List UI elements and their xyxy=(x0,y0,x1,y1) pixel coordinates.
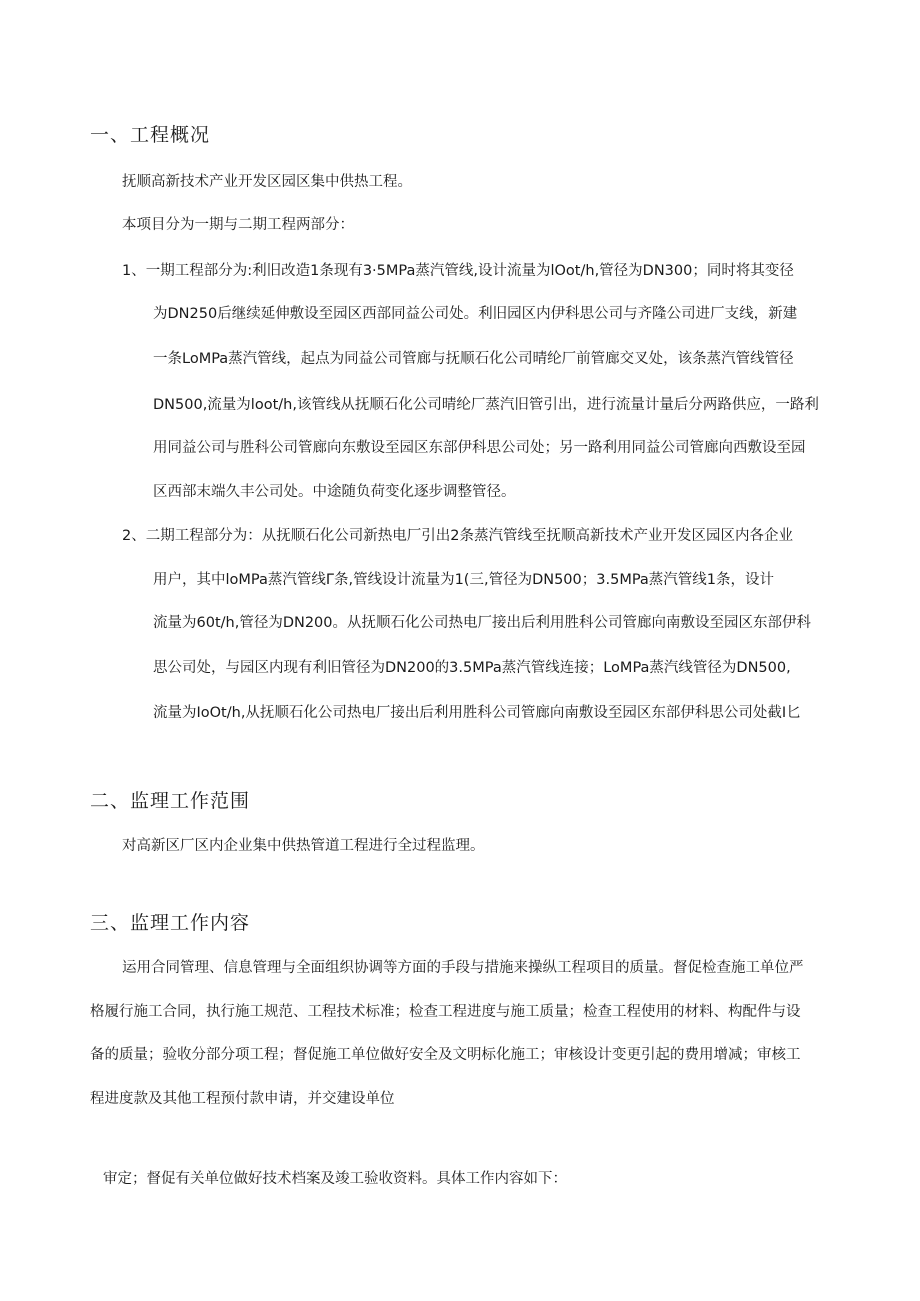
phase-1-line: DN500,流量为loot∕h,该管线从抚顺石化公司晴纶厂蒸汽旧管引出，进行流量计量后分两路供应，一路利 xyxy=(153,397,819,413)
section-1-intro: 抚顺高新技术产业开发区园区集中供热工程。 xyxy=(122,174,412,190)
section-2-text: 对高新区厂区内企业集中供热管道工程进行全过程监理。 xyxy=(122,838,485,854)
phase-2-line: 思公司处，与园区内现有利旧管径为DN200的3.5MPa蒸汽管线连接；LoMPa蒸汽线管径为DN500, xyxy=(153,660,791,676)
section-1-heading: 一、工程概况 xyxy=(90,124,211,146)
section-3-line: 运用合同管理、信息管理与全面组织协调等方面的手段与措施来操纵工程项目的质量。督促检查施工单位严 xyxy=(122,960,804,976)
phase-2-line: 2、二期工程部分为：从抚顺石化公司新热电厂引出2条蒸汽管线至抚顺高新技术产业开发区园区内各企业 xyxy=(122,528,793,544)
phase-2-line: 流量为60t∕h,管径为DN200。从抚顺石化公司热电厂接出后利用胜科公司管廊向南敷设至园区东部伊科 xyxy=(153,615,812,631)
phase-2-line: 流量为IoOt∕h,从抚顺石化公司热电厂接出后利用胜科公司管廊向南敷设至园区东部伊科思公司处截I匕 xyxy=(153,705,801,721)
phase-1-line: 区西部末端久丰公司处。中途随负荷变化逐步调整管径。 xyxy=(153,484,516,500)
phase-1-line: 1、一期工程部分为:利旧改造1条现有3·5MPa蒸汽管线,设计流量为lOot∕h,管径为DN300；同时将其变径 xyxy=(122,263,794,279)
phase-1-line: 用同益公司与胜科公司管廊向东敷设至园区东部伊科思公司处；另一路利用同益公司管廊向西敷设至园 xyxy=(153,440,806,456)
section-3-line: 备的质量；验收分部分项工程；督促施工单位做好安全及文明标化施工；审核设计变更引起的费用增减；审核工 xyxy=(90,1047,801,1063)
section-3-line: 格履行施工合同，执行施工规范、工程技术标准；检查工程进度与施工质量；检查工程使用的材料、构配件与设 xyxy=(90,1004,801,1020)
section-3-heading: 三、监理工作内容 xyxy=(90,912,251,934)
section-1-split: 本项目分为一期与二期工程两部分： xyxy=(122,217,354,233)
phase-1-line: 为DN250后继续延伸敷设至园区西部同益公司处。利旧园区内伊科思公司与齐隆公司进厂支线，新建 xyxy=(153,306,798,322)
section-3-line: 程进度款及其他工程预付款申请，并交建设单位 xyxy=(90,1091,395,1107)
phase-2-line: 用户，其中loMPa蒸汽管线Γ条,管线设计流量为1(三,管径为DN500；3.5MPa蒸汽管线1条，设计 xyxy=(153,572,775,588)
section-3-note: 审定；督促有关单位做好技术档案及竣工验收资料。具体工作内容如下： xyxy=(103,1171,567,1187)
section-2-heading: 二、监理工作范围 xyxy=(90,790,251,812)
phase-1-line: 一条LoMPa蒸汽管线，起点为同益公司管廊与抚顺石化公司晴纶厂前管廊交叉处，该条蒸汽管线管径 xyxy=(153,351,794,367)
